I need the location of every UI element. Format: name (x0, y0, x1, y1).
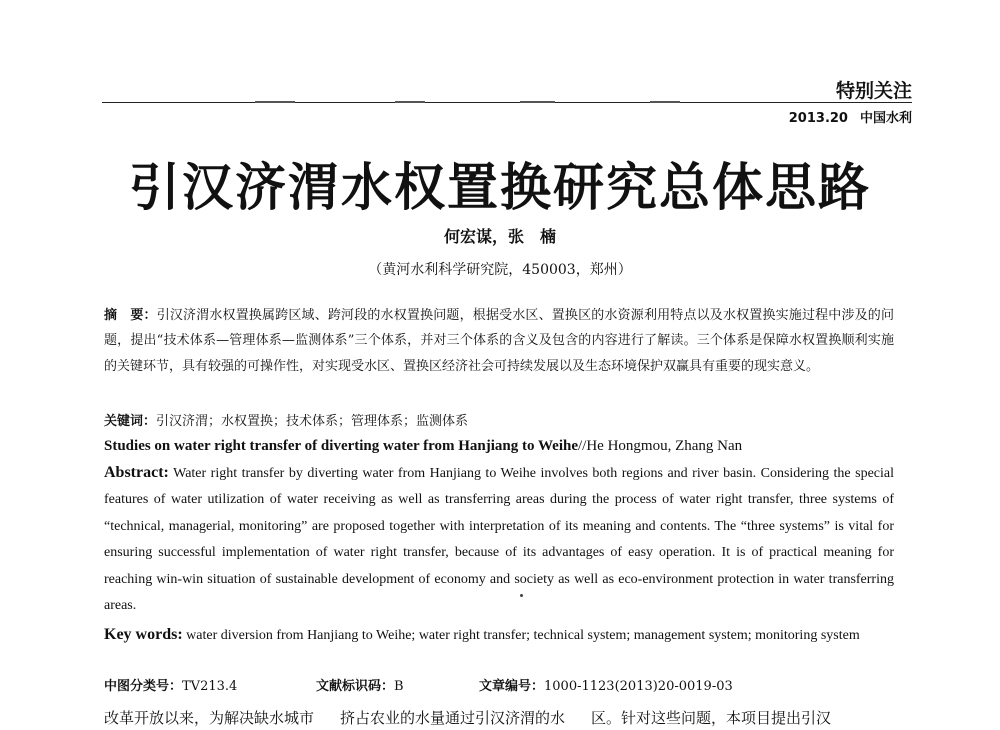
keywords-en-text: water diversion from Hanjiang to Weihe; water right transfer; technical system; management system; monitoring system (186, 628, 860, 643)
paper-title: 引汉济渭水权置换研究总体思路 (128, 159, 871, 218)
print-speck (520, 594, 523, 597)
clc-code: 中图分类号：TV213.4 (104, 679, 238, 694)
journal-name: 中国水利 (859, 111, 912, 126)
english-title (104, 438, 742, 455)
header-rule-mark (255, 101, 295, 103)
english-authors: //He Hongmou, Zhang Nan (578, 438, 743, 454)
keywords-en-label: Key words: (104, 626, 183, 643)
body-col1: 改革开放以来，为解决缺水城市 (104, 709, 315, 727)
keywords-cn-text: 引汉济渭；水权置换；技术体系；管理体系；监测体系 (156, 414, 469, 429)
header-rule-mark (650, 101, 680, 103)
abstract-en (104, 460, 894, 619)
authors: 何宏谋，张 楠 (443, 227, 556, 246)
article-number: 文章编号：1000-1123(2013)20-0019-03 (479, 679, 733, 694)
classification-row (104, 675, 733, 694)
body-text-line (104, 707, 904, 728)
issue-line (789, 107, 912, 126)
body-col3: 区。针对这些问题，本项目提出引汉 (591, 709, 832, 727)
affiliation: （黄河水利科学研究院，450003，郑州） (368, 262, 632, 278)
keywords-en (104, 622, 894, 648)
issue-number: 2013.20 (788, 111, 848, 126)
header-rule-mark (520, 101, 555, 103)
section-label: 特别关注 (835, 80, 912, 102)
keywords-cn-label: 关键词： (104, 414, 157, 429)
abstract-en-label: Abstract: (104, 464, 169, 481)
abstract-cn (104, 303, 894, 379)
english-title-text: Studies on water right transfer of diverting water from Hanjiang to Weihe (104, 438, 578, 454)
body-col2: 挤占农业的水量通过引汉济渭的水 (340, 709, 566, 727)
abstract-en-text: Water right transfer by diverting water from Hanjiang to Weihe involves both regions and river basin. Considering the special features of water utilization of water receiving as well as transferring areas during the process of water right transfer, three systems of “technical, managerial, monitoring” are proposed together with interpretation of its meaning and contents. The “three systems” is vital for ensuring successful implementation of water right transfer, because of its advantages of easy operation. It is of practical meaning for reaching win-win situation of sustainable development of economy and society as well as eco-environment protection in water transferring areas. (104, 466, 894, 614)
abstract-cn-label: 摘 要： (104, 308, 157, 323)
header-rule (102, 102, 912, 103)
keywords-cn (104, 410, 468, 429)
doc-code: 文献标识码：B (316, 679, 404, 694)
abstract-cn-text: 引汉济渭水权置换属跨区域、跨河段的水权置换问题，根据受水区、置换区的水资源利用特点以及水权置换实施过程中涉及的问题，提出“技术体系—管理体系—监测体系”三个体系，并对三个体系的含义及包含的内容进行了解读。三个体系是保障水权置换顺利实施的关键环节，具有较强的可操作性，对实现受水区、置换区经济社会可持续发展以及生态环境保护双赢具有重要的现实意义。 (104, 308, 894, 374)
header-rule-mark (395, 101, 425, 103)
